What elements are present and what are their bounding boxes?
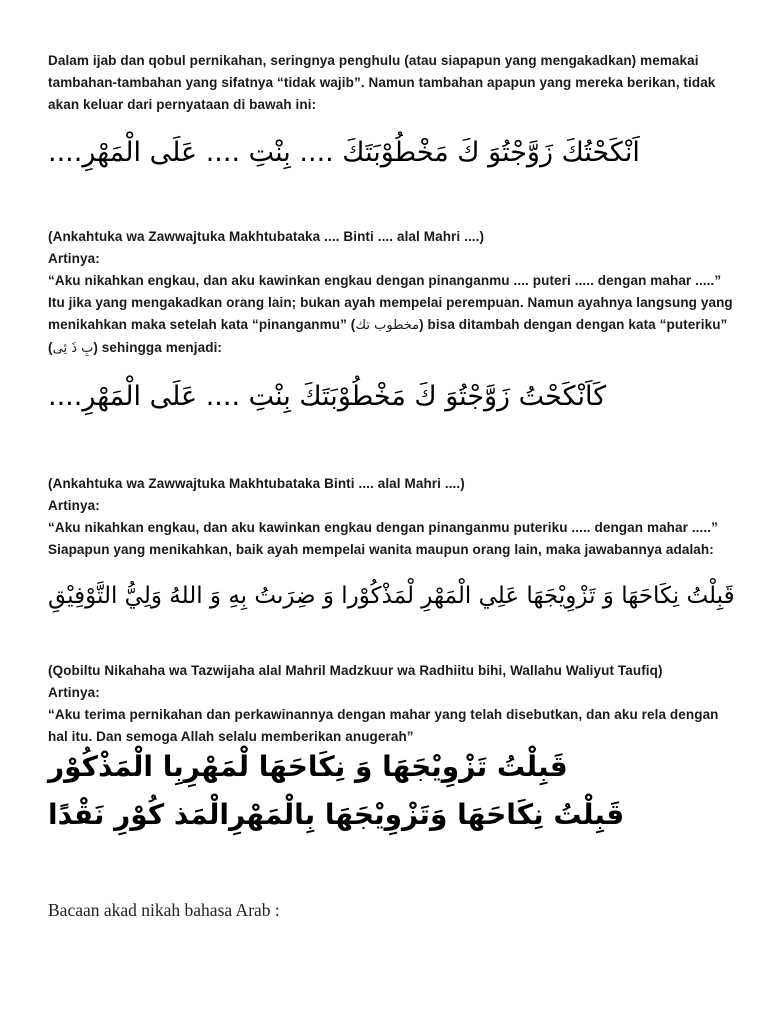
transliteration-2: (Ankahtuka wa Zawwajtuka Makhtubataka Binti .... alal Mahri ....): [48, 476, 465, 491]
transliteration-3: (Qobiltu Nikahaha wa Tazwijaha alal Mahril Madzkuur wa Radhiitu bihi, Wallahu Waliyut Taufiq): [48, 663, 663, 678]
translation-1: “Aku nikahkan engkau, dan aku kawinkan engkau dengan pinanganmu .... puteri ..... dengan mahar .....”: [48, 273, 722, 288]
translation-2: “Aku nikahkan engkau, dan aku kawinkan engkau dengan pinanganmu puteriku ..... dengan mahar .....”: [48, 520, 718, 535]
note-siapapun: Siapapun yang menikahkan, baik ayah mempelai wanita maupun orang lain, maka jawabannya adalah:: [48, 542, 714, 557]
inline-arabic-pinanganmu: مخطوب تك: [355, 318, 420, 333]
intro-paragraph: Dalam ijab dan qobul pernikahan, seringnya penghulu (atau siapapun yang mengakadkan) memakai tambahan-tambahan yang sifatnya “tidak wajib”. Namun tambahan apapun yang mereka berikan, tidak akan keluar dari pernyataan di bawah ini:: [48, 53, 716, 112]
explanation-text-pre: Itu jika yang mengakadkan orang lain; bukan ayah mempelai perempuan. Namun ayahnya langsung yang menikahkan maka setelah kata “pinanganmu” (: [48, 295, 733, 332]
section-1-text: [48, 226, 740, 360]
artinya-label-3: Artinya:: [48, 685, 100, 700]
artinya-label-1: Artinya:: [48, 251, 100, 266]
inline-arabic-puteriku: بِ ذَ ئِى: [52, 341, 94, 356]
translation-3: “Aku terima pernikahan dan perkawinannya dengan mahar yang telah disebutkan, dan aku rela dengan hal itu. Dan semoga Allah selalu memberikan anugerah”: [48, 707, 719, 744]
section-2-text: [48, 473, 740, 561]
artinya-label-2: Artinya:: [48, 498, 100, 513]
arabic-bold-phrase-1: قَبِلْتُ تَزْوِيْجَهَا وَ نِكَاحَهَا لْمَهْرِبِا الْمَذْكُوْر: [48, 750, 568, 783]
footer-caption: Bacaan akad nikah bahasa Arab :: [48, 900, 280, 920]
arabic-phrase-1: اَنْكَحْتُكَ زَوَّجْتُوَ كَ مَخْطُوْبَتَكَ .... بِنْتِ .... عَلَى الْمَهْرِ....: [48, 137, 640, 168]
transliteration-1: (Ankahtuka wa Zawwajtuka Makhtubataka .... Binti .... alal Mahri ....): [48, 229, 485, 244]
explanation-text-post: ) sehingga menjadi:: [93, 340, 223, 355]
arabic-phrase-2: كَاَنْكَحْتُ زَوَّجْتُوَ كَ مَخْطُوْبَتَكَ بِنْتِ .... عَلَى الْمَهْرِ....: [48, 381, 607, 412]
section-3-text: [48, 660, 740, 748]
arabic-phrase-3: قَبِلْتُ نِكَاحَهَا وَ تَزْوِيْجَهَا عَلِي الْمَهْرِ لْمَذْكُوْرا وَ ضِرَىتُ بِهِ وَ اللهُ وَلِيُّ التَّوْفِيْقِ: [48, 583, 735, 609]
explanation-text-mid: ) bisa ditambah dengan dengan kata “puteriku” (: [48, 317, 728, 355]
explanation-paragraph: [48, 292, 740, 360]
arabic-bold-phrase-2: قَبِلْتُ نِكَاحَهَا وَتَزْوِيْجَهَا بِالْمَهْرِالْمَذ كُوْرِ نَقْدًا: [48, 798, 625, 831]
